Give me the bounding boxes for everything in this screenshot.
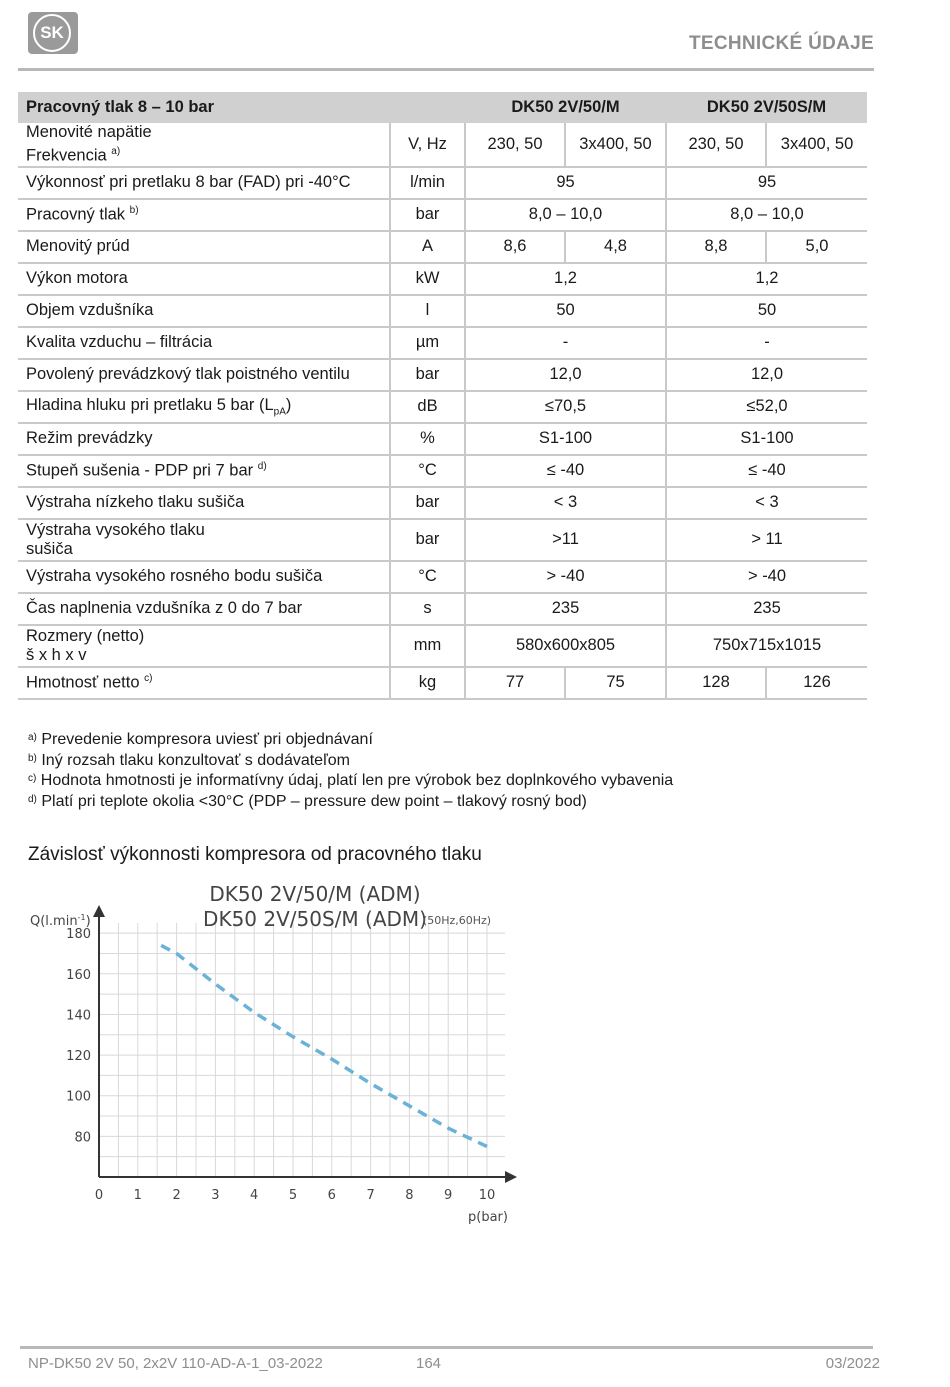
y-tick-label: 100 [66, 1089, 91, 1105]
cell-value: 126 [766, 667, 867, 699]
x-tick-label: 0 [94, 1188, 104, 1203]
row-unit: kg [390, 667, 465, 699]
x-tick-label: 7 [366, 1188, 375, 1203]
x-axis-arrow [505, 1171, 517, 1183]
table-row [18, 199, 867, 231]
section-title: TECHNICKÉ ÚDAJE [688, 33, 874, 54]
cell-value: 77 [465, 667, 565, 699]
cell-value: 8,0 – 10,0 [465, 199, 666, 231]
row-unit: mm [390, 625, 465, 667]
cell-value: 235 [666, 593, 867, 625]
cell-value: 4,8 [565, 231, 666, 263]
y-tick-label: 180 [66, 927, 91, 943]
table-row [18, 455, 867, 487]
x-tick-label: 4 [250, 1188, 259, 1203]
row-label: Výstraha vysokého tlaku sušiča [18, 519, 390, 561]
footnote: $^{c)}$ Hodnota hmotnosti je informatívny údaj, platí len pre výrobok bez doplnkového vybavenia [28, 772, 674, 789]
chart-grid [99, 923, 505, 1177]
row-unit: l/min [390, 167, 465, 199]
cell-value: > 11 [666, 519, 867, 561]
table-row [18, 327, 867, 359]
row-label: Objem vzdušníka [18, 295, 390, 327]
cell-value: >11 [465, 519, 666, 561]
y-tick-label: 140 [66, 1008, 91, 1024]
language-badge [28, 12, 78, 54]
page-number: 164 [416, 1355, 442, 1372]
cell-value: 12,0 [666, 359, 867, 391]
row-label: Hladina hluku pri pretlaku 5 bar $(L_{pA})$ [18, 391, 390, 423]
cell-value: - [465, 327, 666, 359]
x-tick-label: 3 [211, 1188, 220, 1203]
chart-title-line-1: DK50 2V/50/M (ADM) [209, 882, 421, 906]
footnotes [28, 730, 673, 812]
row-unit: s [390, 593, 465, 625]
header-model-1: DK50 2V/50/M [465, 92, 666, 123]
cell-value: 12,0 [465, 359, 666, 391]
row-label: Stupeň sušenia - PDP pri 7 bar $^{d)}$ [18, 455, 390, 487]
header-divider [18, 68, 874, 71]
cell-value: S1-100 [465, 423, 666, 455]
cell-value: 8,6 [465, 231, 565, 263]
cell-value: ≤ -40 [465, 455, 666, 487]
cell-value: ≤ -40 [666, 455, 867, 487]
table-row [18, 625, 867, 667]
table-row [18, 359, 867, 391]
table-row [18, 295, 867, 327]
cell-value: > -40 [666, 561, 867, 593]
performance-chart [20, 875, 530, 1235]
cell-value: 95 [465, 167, 666, 199]
technical-data-table [18, 92, 867, 700]
cell-value: < 3 [465, 487, 666, 519]
row-unit: µm [390, 327, 465, 359]
cell-value: 128 [666, 667, 766, 699]
cell-value: 5,0 [766, 231, 867, 263]
cell-value: < 3 [666, 487, 867, 519]
cell-value: ≤70,5 [465, 391, 666, 423]
table-row [18, 487, 867, 519]
row-label: Menovité napätie Frekvencia $^{a)}$ [18, 123, 390, 167]
table-row [18, 123, 867, 167]
footer-divider [20, 1346, 873, 1349]
cell-value: > -40 [465, 561, 666, 593]
row-unit: bar [390, 359, 465, 391]
row-unit: °C [390, 455, 465, 487]
document-date: 03/2022 [825, 1355, 880, 1372]
chart-heading: Závislosť výkonnosti kompresora od pracovného tlaku [28, 844, 482, 865]
row-label: Menovitý prúd [18, 231, 390, 263]
row-unit: kW [390, 263, 465, 295]
row-label: Výkonnosť pri pretlaku 8 bar (FAD) pri -40°C [18, 167, 390, 199]
table-row [18, 391, 867, 423]
row-label: Výkon motora [18, 263, 390, 295]
cell-value: 230, 50 [666, 123, 766, 167]
row-unit: bar [390, 519, 465, 561]
x-tick-label: 2 [172, 1188, 181, 1203]
x-tick-label: 9 [444, 1188, 453, 1203]
row-label: Hmotnosť netto $^{c)}$ [18, 667, 390, 699]
document-code: NP-DK50 2V 50, 2x2V 110-AD-A-1_03-2022 [28, 1355, 323, 1372]
x-tick-label: 8 [405, 1188, 414, 1203]
y-axis-arrow [93, 905, 105, 917]
x-tick-label: 1 [133, 1188, 142, 1203]
y-tick-label: 160 [66, 967, 91, 983]
cell-value: 75 [565, 667, 666, 699]
y-axis-label: $Q(l.\min^{-1})$ [30, 913, 91, 929]
row-unit: A [390, 231, 465, 263]
row-unit: bar [390, 487, 465, 519]
row-label: Povolený prevádzkový tlak poistného ventilu [18, 359, 390, 391]
table-row [18, 561, 867, 593]
chart-title-line-2: DK50 2V/50S/M (ADM) [203, 907, 427, 931]
table-row [18, 231, 867, 263]
row-unit: V, Hz [390, 123, 465, 167]
header-model-2: DK50 2V/50S/M [666, 92, 867, 123]
row-unit: % [390, 423, 465, 455]
cell-value: 1,2 [666, 263, 867, 295]
table-row [18, 519, 867, 561]
cell-value: - [666, 327, 867, 359]
footnote: $^{b)}$ Iný rozsah tlaku konzultovať s dodávateľom [28, 751, 350, 769]
cell-value: 50 [666, 295, 867, 327]
cell-value: S1-100 [666, 423, 867, 455]
footnote: $^{a)}$ Prevedenie kompresora uviesť pri objednávaní [28, 731, 373, 748]
row-label: Pracovný tlak $^{b)}$ [18, 199, 390, 231]
row-unit: l [390, 295, 465, 327]
cell-value: 750x715x1015 [666, 625, 867, 667]
cell-value: 235 [465, 593, 666, 625]
cell-value: ≤52,0 [666, 391, 867, 423]
row-unit: bar [390, 199, 465, 231]
cell-value: 50 [465, 295, 666, 327]
row-unit: dB [390, 391, 465, 423]
x-tick-label: 6 [327, 1188, 336, 1203]
footnote: $^{d)}$ Platí pri teplote okolia <30°C (PDP – pressure dew point – tlakový rosný bod) [28, 792, 587, 810]
x-tick-label: 10 [478, 1188, 496, 1203]
cell-value: 3x400, 50 [565, 123, 666, 167]
row-label: Výstraha vysokého rosného bodu sušiča [18, 561, 390, 593]
language-code: SK [33, 14, 71, 52]
row-label: Výstraha nízkeho tlaku sušiča [18, 487, 390, 519]
y-tick-label: 80 [74, 1130, 91, 1146]
x-axis-label: p(bar) [468, 1210, 508, 1225]
table-row [18, 667, 867, 699]
cell-value: 8,0 – 10,0 [666, 199, 867, 231]
chart-ticks [66, 927, 495, 1203]
cell-value: 8,8 [666, 231, 766, 263]
table-header-row [18, 92, 867, 123]
row-label: Režim prevádzky [18, 423, 390, 455]
row-label: Kvalita vzduchu – filtrácia [18, 327, 390, 359]
cell-value: 230, 50 [465, 123, 565, 167]
header-label: Pracovný tlak 8 – 10 bar [18, 92, 465, 123]
row-label: Čas naplnenia vzdušníka z 0 do 7 bar [18, 593, 390, 625]
row-label: Rozmery (netto) š x h x v [18, 625, 390, 667]
cell-value: 580x600x805 [465, 625, 666, 667]
table-row [18, 167, 867, 199]
table-row [18, 593, 867, 625]
x-tick-label: 5 [288, 1188, 298, 1203]
table-row [18, 423, 867, 455]
row-unit: °C [390, 561, 465, 593]
table-row [18, 263, 867, 295]
cell-value: 1,2 [465, 263, 666, 295]
cell-value: 95 [666, 167, 867, 199]
y-tick-label: 120 [66, 1049, 91, 1065]
chart-subtitle: (50Hz,60Hz) [422, 914, 492, 927]
cell-value: 3x400, 50 [766, 123, 867, 167]
